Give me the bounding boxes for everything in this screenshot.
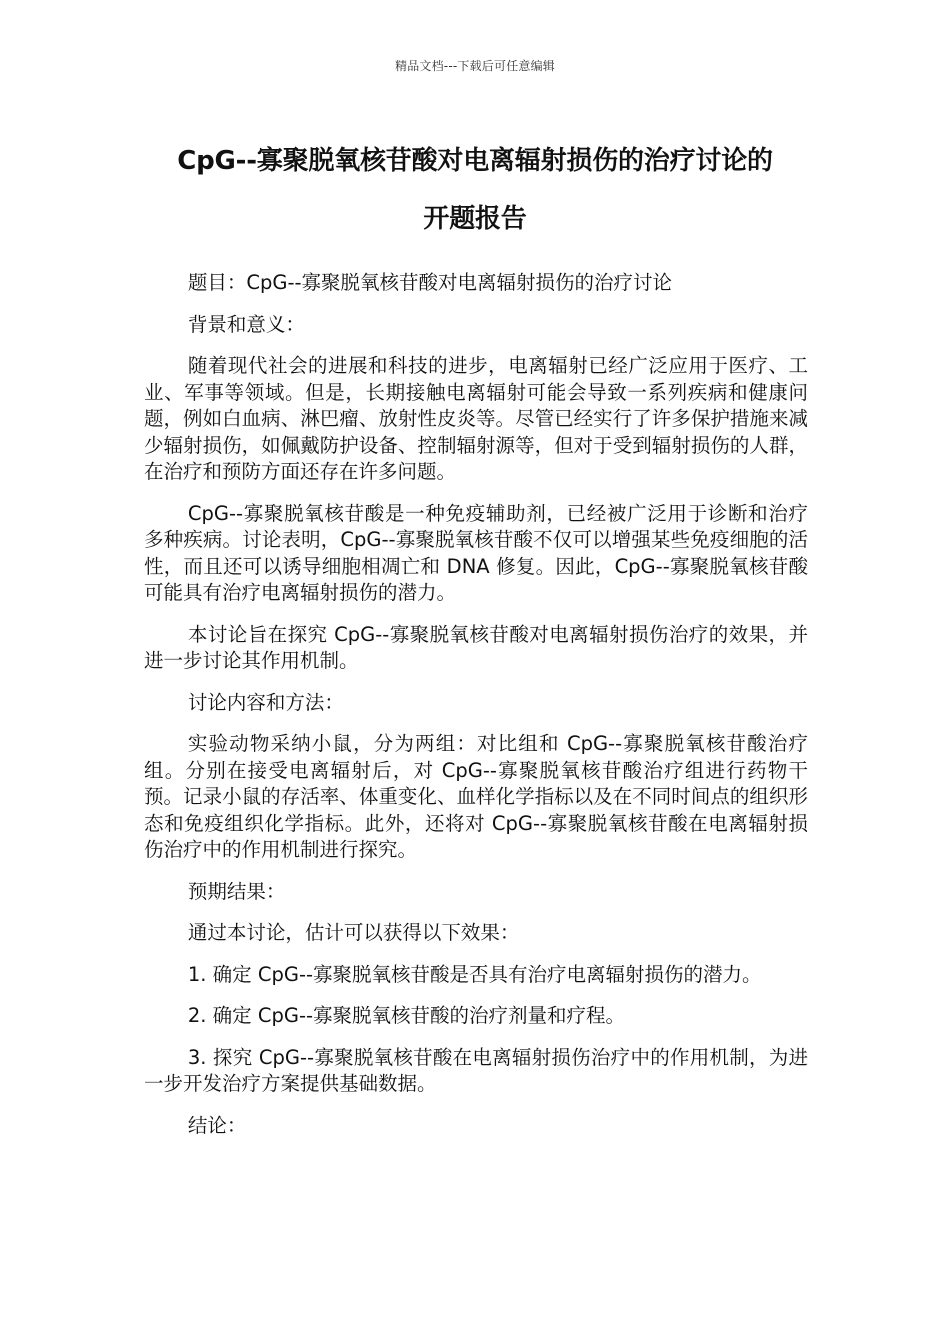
background-paragraph-3: 本讨论旨在探究 CpG--寡聚脱氧核苷酸对电离辐射损伤治疗的效果，并进一步讨论其作用机制。 <box>144 622 808 672</box>
title-line-1: CpG--寡聚脱氧核苷酸对电离辐射损伤的治疗讨论的 <box>177 146 773 176</box>
document-title <box>120 132 830 248</box>
header-note: 精品文档---下载后可任意编辑 <box>395 59 555 73</box>
result-item-2: 2. 确定 CpG--寡聚脱氧核苷酸的治疗剂量和疗程。 <box>187 1004 626 1027</box>
results-intro: 通过本讨论，估计可以获得以下效果： <box>187 921 520 944</box>
background-paragraph-2: CpG--寡聚脱氧核苷酸是一种免疫辅助剂，已经被广泛用于诊断和治疗多种疾病。讨论表明，CpG--寡聚脱氧核苷酸不仅可以增强某些免疫细胞的活性，而且还可以诱导细胞相凋亡和 DNA 修复。因此，CpG--寡聚脱氧核苷酸可能具有治疗电离辐射损伤的潜力。 <box>144 501 808 604</box>
document-body <box>144 270 808 1154</box>
result-item-1: 1. 确定 CpG--寡聚脱氧核苷酸是否具有治疗电离辐射损伤的潜力。 <box>187 962 762 986</box>
topic-line: 题目：CpG--寡聚脱氧核苷酸对电离辐射损伤的治疗讨论 <box>187 271 673 294</box>
conclusion-heading: 结论： <box>187 1113 247 1137</box>
methods-paragraph: 实验动物采纳小鼠，分为两组：对比组和 CpG--寡聚脱氧核苷酸治疗组。分别在接受电离辐射后，对 CpG--寡聚脱氧核苷酸治疗组进行药物干预。记录小鼠的存活率、体重变化、血样化学指标以及在不同时间点的组织形态和免疫组织化学指标。此外，还将对 CpG--寡聚脱氧核苷酸在电离辐射损伤治疗中的作用机制进行探究。 <box>144 732 808 861</box>
background-paragraph-1: 随着现代社会的进展和科技的进步，电离辐射已经广泛应用于医疗、工业、军事等领域。但是，长期接触电离辐射可能会导致一系列疾病和健康问题，例如白血病、淋巴瘤、放射性皮炎等。尽管已经实行了许多保护措施来减少辐射损伤，如佩戴防护设备、控制辐射源等，但对于受到辐射损伤的人群，在治疗和预防方面还存在许多问题。 <box>144 354 808 483</box>
background-heading: 背景和意义： <box>187 312 305 336</box>
title-line-2: 开题报告 <box>423 204 527 234</box>
results-heading: 预期结果： <box>187 879 286 903</box>
result-item-3: 3. 探究 CpG--寡聚脱氧核苷酸在电离辐射损伤治疗中的作用机制，为进一步开发治疗方案提供基础数据。 <box>144 1045 808 1095</box>
methods-heading: 讨论内容和方法： <box>187 690 344 714</box>
